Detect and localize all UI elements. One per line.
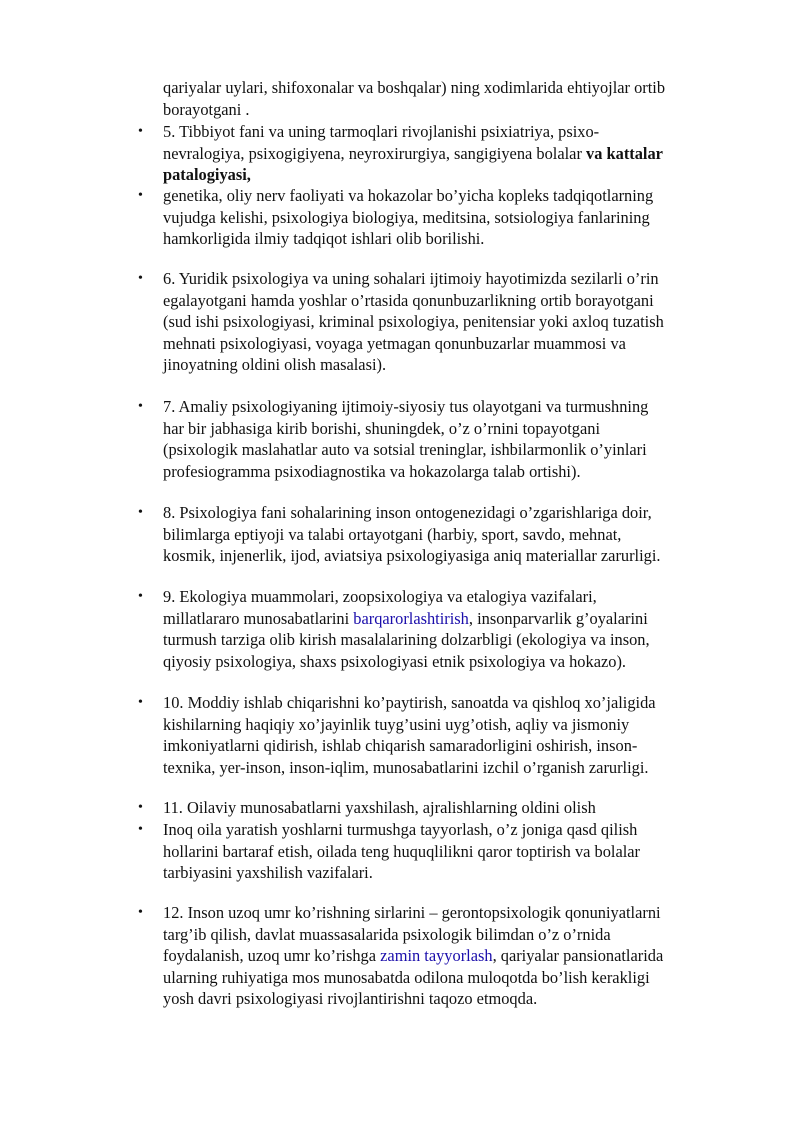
text-line: millatlararo munosabatlarini barqarorlashtirish, insonparvarlik g’oyalarini [163,608,648,628]
list-item-8 [163,502,763,567]
list-item-11 [163,797,763,819]
text-line: yosh davri psixologiyasi rivojlantirishni taqozo etmoqda. [163,989,538,1008]
text-line: vujudga kelishi, psixologiya biologiya, meditsina, sotsiologiya fanlarining [163,207,650,227]
text-line: foydalanish, uzoq umr ko’rishga zamin tayyorlash, qariyalar pansionatlarida [163,946,664,965]
text-line: (psixologik maslahatlar auto va sotsial treninglar, ishbilarmonlik o’yinlari [163,440,647,459]
text-line: borayotgani . [163,99,250,119]
text-line: hamkorligida ilmiy tadqiqot ishlari olib borilishi. [163,229,485,248]
text-line: har bir jabhasiga kirib borishi, shuningdek, o’z o’rnini topayotgani [163,418,600,438]
bold-text: va kattalar [586,143,663,163]
text-line: nevralogiya, psixogigiyena, neyroxirurgiya, sangigiyena bolalar va kattalar [163,143,663,163]
bold-text: patalogiyasi, [163,165,251,184]
text-line: profesiogramma psixodiagnostika va hokazolarga talab ortishi). [163,461,581,481]
text-line: texnika, yer-inson, inson-iqlim, munosabatlarini izchil o’rganish zarurligi. [163,757,649,777]
text-line: kosmik, injenerlik, ijod, aviatsiya psixologiyasiga aniq materiallar zarurligi. [163,546,661,565]
text-line: targ’ib qilish, davlat muassasalarida psixologik bilimdan o’z o’rnida [163,924,611,944]
text-line: • 6. Yuridik psixologiya va uning sohalari ijtimoiy hayotimizda sezilarli o’rin [163,269,659,288]
list-item-9 [163,586,763,672]
text-line: • 7. Amaliy psixologiyaning ijtimoiy-siyosiy tus olayotgani va turmushning [163,397,649,416]
text-line: hollarini bartaraf etish, oilada teng huquqlilikni qaror toptirish va bolalar [163,841,641,861]
text-line: mehnati psixologiyasi, voyaga yetmagan qonunbuzarlar muammosi va [163,333,626,353]
list-item-5 [163,121,763,186]
hyperlink-barqarorlashtirish[interactable]: barqarorlashtirish [353,608,469,628]
text-line: kishilarning haqiqiy xo’jayinlik tuyg’usini uyg’otish, aqliy va jismoniy [163,714,630,734]
text-line: jinoyatning oldini olish masalasi). [163,355,387,374]
text-line: qariyalar uylari, shifoxonalar va boshqalar) ning xodimlarida ehtiyojlar ortib [163,78,666,97]
text-line: imkoniyatlarni qidirish, ishlab chiqarish samaradorligini oshirish, inson- [163,736,638,755]
list-item-genetika [163,185,763,250]
text-line: turmush tarziga olib kirish masalalarining dolzarbligi (ekologiya va inson, [163,630,650,649]
paragraph-continuation [163,77,763,120]
list-item-inoq [163,819,763,884]
text-line: • 12. Inson uzoq umr ko’rishning sirlarini – gerontopsixologik qonuniyatlarni [163,903,661,922]
list-item-10 [163,692,763,778]
list-item-7 [163,396,763,482]
text-line: qiyosiy psixologiya, shaxs psixologiyasi etnik psixologiya va hokazo). [163,651,626,671]
text-line: • 8. Psixologiya fani sohalarining inson ontogenezidagi o’zgarishlariga doir, [163,503,652,522]
text-line: (sud ishi psixologiyasi, kriminal psixologiya, penitensiar yoki axloq tuzatish [163,312,664,331]
text-line: ularning ruhiyatiga mos munosabatda odilona muloqotda bo’lish kerakligi [163,967,650,987]
text-line: • Inoq oila yaratish yoshlarni turmushga tayyorlash, o’z joniga qasd qilish [163,820,638,839]
text-line: bilimlarga eptiyoji va talabi ortayotgani (harbiy, sport, savdo, mehnat, [163,524,622,544]
text-line: • 5. Tibbiyot fani va uning tarmoqlari rivojlanishi psixiatriya, psixo- [163,122,600,141]
list-item-6 [163,268,763,376]
text-line: • 10. Moddiy ishlab chiqarishni ko’paytirish, sanoatda va qishloq xo’jaligida [163,693,656,712]
text-line: tarbiyasini yaxshilish vazifalari. [163,863,373,882]
text-line: • genetika, oliy nerv faoliyati va hokazolar bo’yicha kopleks tadqiqotlarning [163,186,654,205]
text-line: egalayotgani hamda yoshlar o’rtasida qonunbuzarlikning ortib borayotgani [163,290,654,310]
text-line: • 9. Ekologiya muammolari, zoopsixologiya va etalogiya vazifalari, [163,587,597,606]
hyperlink-zamin-tayyorlash[interactable]: zamin tayyorlash [380,946,493,965]
list-item-12 [163,902,763,1010]
text-line: • 11. Oilaviy munosabatlarni yaxshilash, ajralishlarning oldini olish [163,798,596,817]
